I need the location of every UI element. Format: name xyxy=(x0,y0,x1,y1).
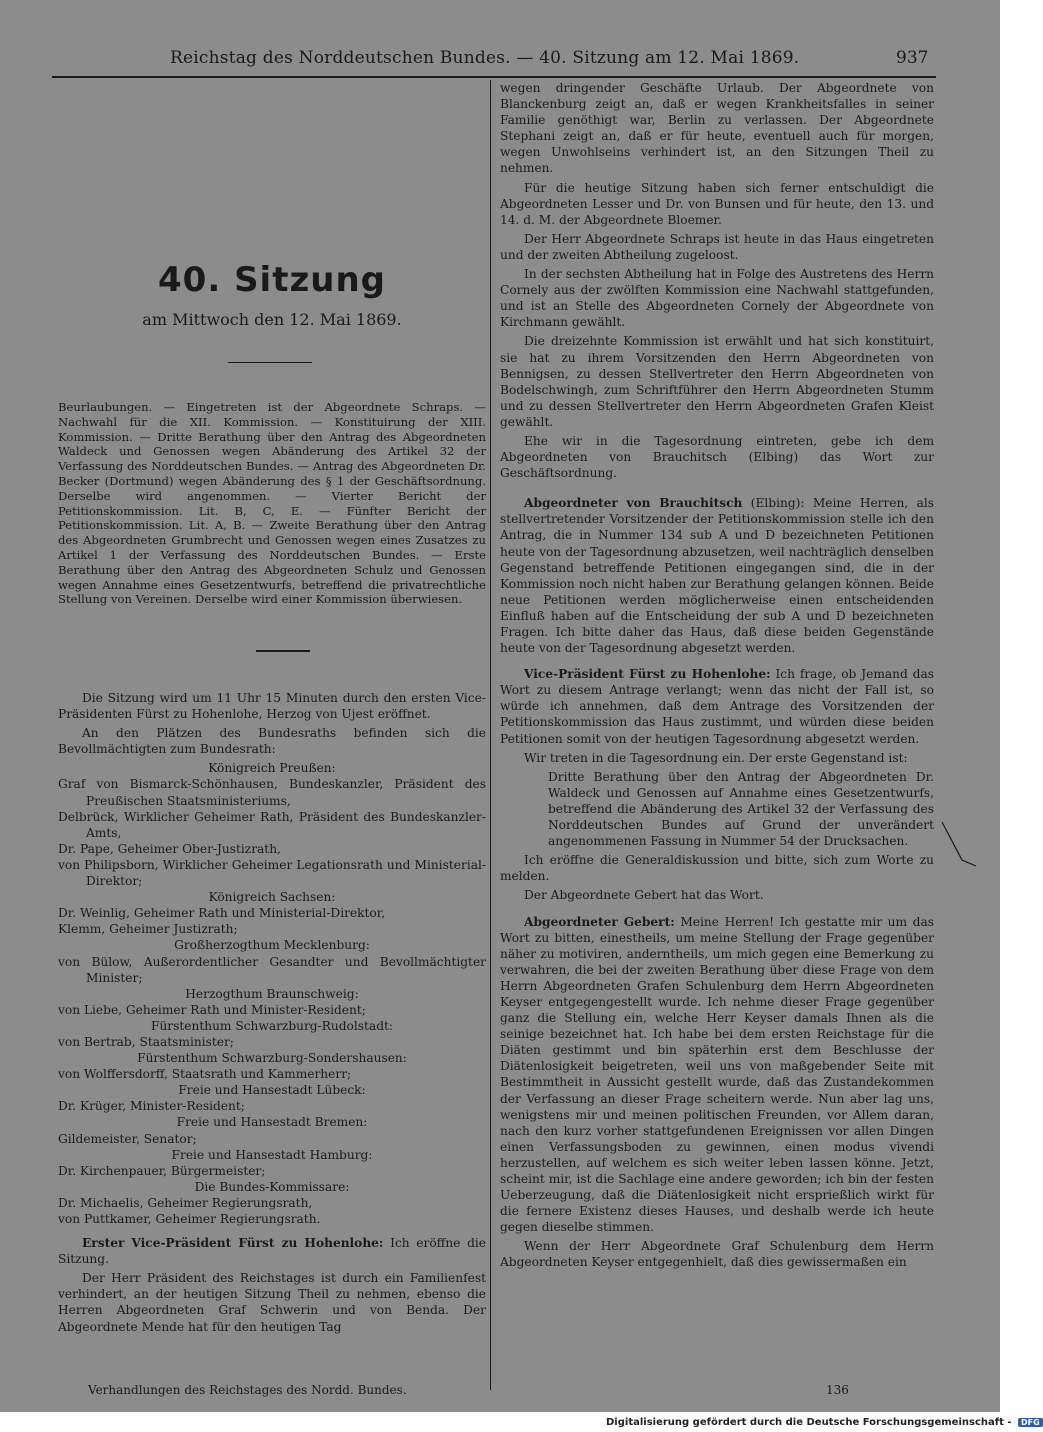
speech-opening xyxy=(58,1235,486,1267)
roster-state: Herzogthum Braunschweig: xyxy=(185,986,359,1001)
closing-paragraph: Wenn der Herr Abgeordnete Graf Schulenburg dem Herrn Abgeordneten Keyser entgegenhielt, daß dies gewissermaßen ein xyxy=(500,1239,934,1270)
left-body xyxy=(58,690,486,1338)
session-title: 40. Sitzung xyxy=(158,260,386,300)
roster-state: Fürstenthum Schwarzburg-Rudolstadt: xyxy=(150,1018,394,1033)
speaker-name: Vice-Präsident Fürst zu Hohenlohe: xyxy=(524,667,771,682)
excused-paragraph: Für die heutige Sitzung haben sich ferner entschuldigt die Abgeordneten Lesser und Dr. von Bunsen und für heute, den 13. und 14. d. M. der Abgeordnete Bloemer. xyxy=(500,180,934,227)
speech-hohenlohe xyxy=(500,666,934,746)
speaker-name: Abgeordneter Gebert: xyxy=(524,914,675,929)
page-number: 937 xyxy=(896,48,929,68)
opening-paragraph: Die Sitzung wird um 11 Uhr 15 Minuten durch den ersten Vice-Präsidenten Fürst zu Hohenlohe, Herzog von Ujest eröffnet. xyxy=(58,691,486,722)
roster-member: Delbrück, Wirklicher Geheimer Rath, Präsident des Bundeskanzler-Amts, xyxy=(58,809,486,840)
roster-state: Großherzogthum Mecklenburg: xyxy=(174,938,370,953)
commission-paragraph: Die dreizehnte Kommission ist erwählt und hat sich konstituirt, sie hat zu ihrem Vorsitzenden den Herrn Abgeordneten von Bennigsen, zu dessen Stellvertreter den Herrn Abgeordneten von Bodelschwingh, zum Schriftführer den Herrn Abgeordneten Stumm und zu dessen Stellvertreter den Herrn Abgeordneten Grafen Kleist gewählt. xyxy=(500,334,934,429)
roster-member: von Puttkamer, Geheimer Regierungsrath. xyxy=(58,1212,321,1226)
roster-member: von Liebe, Geheimer Rath und Minister-Resident; xyxy=(58,1002,366,1017)
column-divider xyxy=(490,80,491,1390)
roster-state: Freie und Hansestadt Hamburg: xyxy=(171,1147,373,1162)
roster-member: Dr. Krüger, Minister-Resident; xyxy=(58,1099,245,1114)
bundesrath-roster xyxy=(58,760,486,1227)
pencil-mark xyxy=(940,820,980,880)
new-member-paragraph: Der Herr Abgeordnete Schraps ist heute in das Haus eingetreten und der zweiten Abtheilung zugeloost. xyxy=(500,231,934,262)
leave-paragraph: wegen dringender Geschäfte Urlaub. Der Abgeordnete von Blanckenburg zeigt an, daß er wegen Krankheitsfalles in seiner Familie genöthigt war, Berlin zu verlassen. Der Abgeordnete Stephani zeigt an, daß er für heute, eventuell auch für morgen, wegen Unwohlseins verhindert ist, an den Sitzungen Theil zu nehmen. xyxy=(500,81,934,176)
speaker-name: Abgeordneter von Brauchitsch xyxy=(524,496,743,511)
floor-paragraph: Ehe wir in die Tagesordnung eintreten, gebe ich dem Abgeordneten von Brauchitsch (Elbing) das Wort zur Geschäftsordnung. xyxy=(500,433,934,481)
speech-text: Ich eröffne die Sitzung. xyxy=(58,1236,486,1267)
by-election-paragraph: In der sechsten Abtheilung hat in Folge des Austretens des Herrn Cornely aus der zwölften Kommission eine Nachwahl stattgefunden, und ist an Stelle des Abgeordneten Cornely der Abgeordnete von Kirchmann gewählt. xyxy=(500,267,934,330)
roster-member: Klemm, Geheimer Justizrath; xyxy=(58,922,238,937)
roster-member: von Philipsborn, Wirklicher Geheimer Legationsrath und Ministerial-Direktor; xyxy=(58,857,486,889)
running-head: Reichstag des Norddeutschen Bundes. — 40. Sitzung am 12. Mai 1869. xyxy=(170,48,800,68)
roster-member: von Bertrab, Staatsminister; xyxy=(58,1034,234,1049)
roster-member: Gildemeister, Senator; xyxy=(58,1131,197,1146)
right-column xyxy=(500,80,934,1274)
summary-rule xyxy=(256,650,310,652)
roster-state: Fürstenthum Schwarzburg-Sondershausen: xyxy=(137,1051,407,1066)
speech-text: (Elbing): Meine Herren, als stellvertretender Vorsitzender der Petitionskommission stelle ich den Antrag, die in Nummer 134 sub A und D bezeichneten Petitionen heute von der Tagesordnung abzusetzen, weil nachträglich denselben Gegenstand betreffende Petitionen eingegangen sind, die in der Kommission noch nicht haben zur Berathung gelangen können. Beide neue Petitionen werden möglicherweise einen entscheidenden Einfluß haben auf die Entscheidung der sub A und D bezeichneten Fragen. Ich bitte daher das Haus, daß diese beiden Gegenstände heute von der Tagesordnung abgesetzt werden. xyxy=(500,496,934,656)
digitization-credit xyxy=(606,1417,1043,1428)
agenda-summary: Beurlaubungen. — Eingetreten ist der Abgeordnete Schraps. — Nachwahl für die XII. Kommission. — Konstituirung der XIII. Kommission. — Dritte Berathung über den Antrag des Abgeordneten Waldeck und Genossen wegen Abänderung des Artikel 32 der Verfassung des Norddeutschen Bundes. — Antrag des Abgeordneten Dr. Becker (Dortmund) wegen Abänderung des § 1 der Geschäftsordnung. Derselbe wird angenommen. — Vierter Bericht der Petitionskommission. Lit. B, C, E. — Fünfter Bericht der Petitionskommission. Lit. A, B. — Zweite Berathung über den Antrag des Abgeordneten Grumbrecht und Genossen wegen eines Zusatzes zu Artikel 1 der Verfassung des Norddeutschen Bundes. — Erste Berathung über den Antrag des Abgeordneten Schulz und Genossen wegen Annahme eines Gesetzentwurfs, betreffend die privatrechtliche Stellung von Vereinen. Derselbe wird einer Kommission überwiesen. xyxy=(58,400,486,607)
discussion-paragraph: Ich eröffne die Generaldiskussion und bitte, sich zum Worte zu melden. xyxy=(500,853,934,884)
agenda-paragraph: Wir treten in die Tagesordnung ein. Der erste Gegenstand ist: xyxy=(524,750,908,765)
roster-member: Dr. Weinlig, Geheimer Rath und Ministerial-Direktor, xyxy=(58,906,386,921)
agenda-item-quote: Dritte Berathung über den Antrag der Abgeordneten Dr. Waldeck und Genossen auf Annahme eines Gesetzentwurfs, betreffend die Abänderung des Artikel 32 der Verfassung des Norddeutschen Bundes auf Grund der unverändert angenommenen Fassung in Nummer 54 der Drucksachen. xyxy=(548,769,934,849)
roster-member: Dr. Kirchenpauer, Bürgermeister; xyxy=(58,1163,266,1178)
sheet-number: 136 xyxy=(826,1383,849,1397)
absence-paragraph: Der Herr Präsident des Reichstages ist durch ein Familienfest verhindert, an der heutigen Sitzung Theil zu nehmen, ebenso die Herren Abgeordneten Graf Schwerin und von Benda. Der Abgeordnete Mende hat für den heutigen Tag xyxy=(58,1271,486,1334)
roster-member: Dr. Pape, Geheimer Ober-Justizrath, xyxy=(58,841,281,856)
roster-state: Die Bundes-Kommissare: xyxy=(194,1179,350,1194)
speech-gebert xyxy=(500,914,934,1236)
header-rule xyxy=(52,76,936,78)
roster-state: Freie und Hansestadt Lübeck: xyxy=(178,1083,366,1098)
footer-publication: Verhandlungen des Reichstages des Nordd. Bundes. xyxy=(88,1383,407,1397)
gebert-floor-paragraph: Der Abgeordnete Gebert hat das Wort. xyxy=(524,888,764,903)
session-date: am Mittwoch den 12. Mai 1869. xyxy=(142,310,402,329)
bundesrath-intro: An den Plätzen des Bundesraths befinden sich die Bevollmächtigten zum Bundesrath: xyxy=(58,726,486,757)
speech-brauchitsch xyxy=(500,495,934,656)
roster-state: Königreich Preußen: xyxy=(208,761,336,776)
roster-state: Freie und Hansestadt Bremen: xyxy=(176,1115,368,1130)
speech-text: Ich frage, ob Jemand das Wort zu diesem Antrage verlangt; wenn das nicht der Fall ist, so würde ich annehmen, daß dem Antrage des Vorsitzenden der Petitionskommission das Haus zustimmt, und würden diese beiden Petitionen somit von der heutigen Tagesordnung abgesetzt werden. xyxy=(500,667,935,746)
speaker-name: Erster Vice-Präsident Fürst zu Hohenlohe: xyxy=(82,1236,384,1251)
roster-member: Dr. Michaelis, Geheimer Regierungsrath, xyxy=(58,1195,313,1210)
speech-text: Meine Herren! Ich gestatte mir um das Wort zu bitten, einestheils, um meine Stellung der Frage gegenüber näher zu motiviren, anderntheils, um mich gegen eine Bemerkung zu verwahren, die bei der zweiten Berathung über diese Frage von dem Herrn Abgeordneten Grafen Schulenburg dem Herrn Abgeordneten Keyser entgegengestellt wurde. Ich nehme dieser Frage gegenüber ganz die Stellung ein, welche Herr Keyser damals Ihnen als die seinige bezeichnet hat. Ich habe bei dem ersten Reichstage für die Diäten gestimmt und bin späterhin erst dem Beschlusse der Diätenlosigkeit beigetreten, weil uns von maßgebender Seite mit Bestimmtheit in Aussicht gestellt wurde, daß das Zustandekommen der Verfassung an dieser Frage scheitern werde. Nun aber lag uns, wenigstens mir und meinen politischen Freunden, vor Allem daran, nach den kurz vorher stattgefundenen Ereignissen vor allen Dingen einen Verfassungsboden zu gewinnen, einen modus vivendi herzustellen, auf welchem es sich weiter leben lassen könne. Jetzt, scheint mir, ist die Sachlage eine andere geworden; ich bin der festen Ueberzeugung, daß die Diätenlosigkeit nicht ersprießlich wirkt für die fernere Existenz dieses Hauses, und deshalb werde ich heute gegen dieselbe stimmen. xyxy=(500,914,934,1235)
roster-member: von Wolffersdorff, Staatsrath und Kammerherr; xyxy=(58,1067,352,1082)
title-rule xyxy=(228,362,312,363)
credit-text: Digitalisierung gefördert durch die Deutsche Forschungsgemeinschaft - xyxy=(606,1417,1012,1428)
roster-member: Graf von Bismarck-Schönhausen, Bundeskanzler, Präsident des Preußischen Staatsministeriums, xyxy=(58,777,486,808)
roster-state: Königreich Sachsen: xyxy=(208,890,336,905)
roster-member: von Bülow, Außerordentlicher Gesandter und Bevollmächtigter Minister; xyxy=(58,954,486,985)
dfg-logo: DFG xyxy=(1018,1418,1043,1427)
